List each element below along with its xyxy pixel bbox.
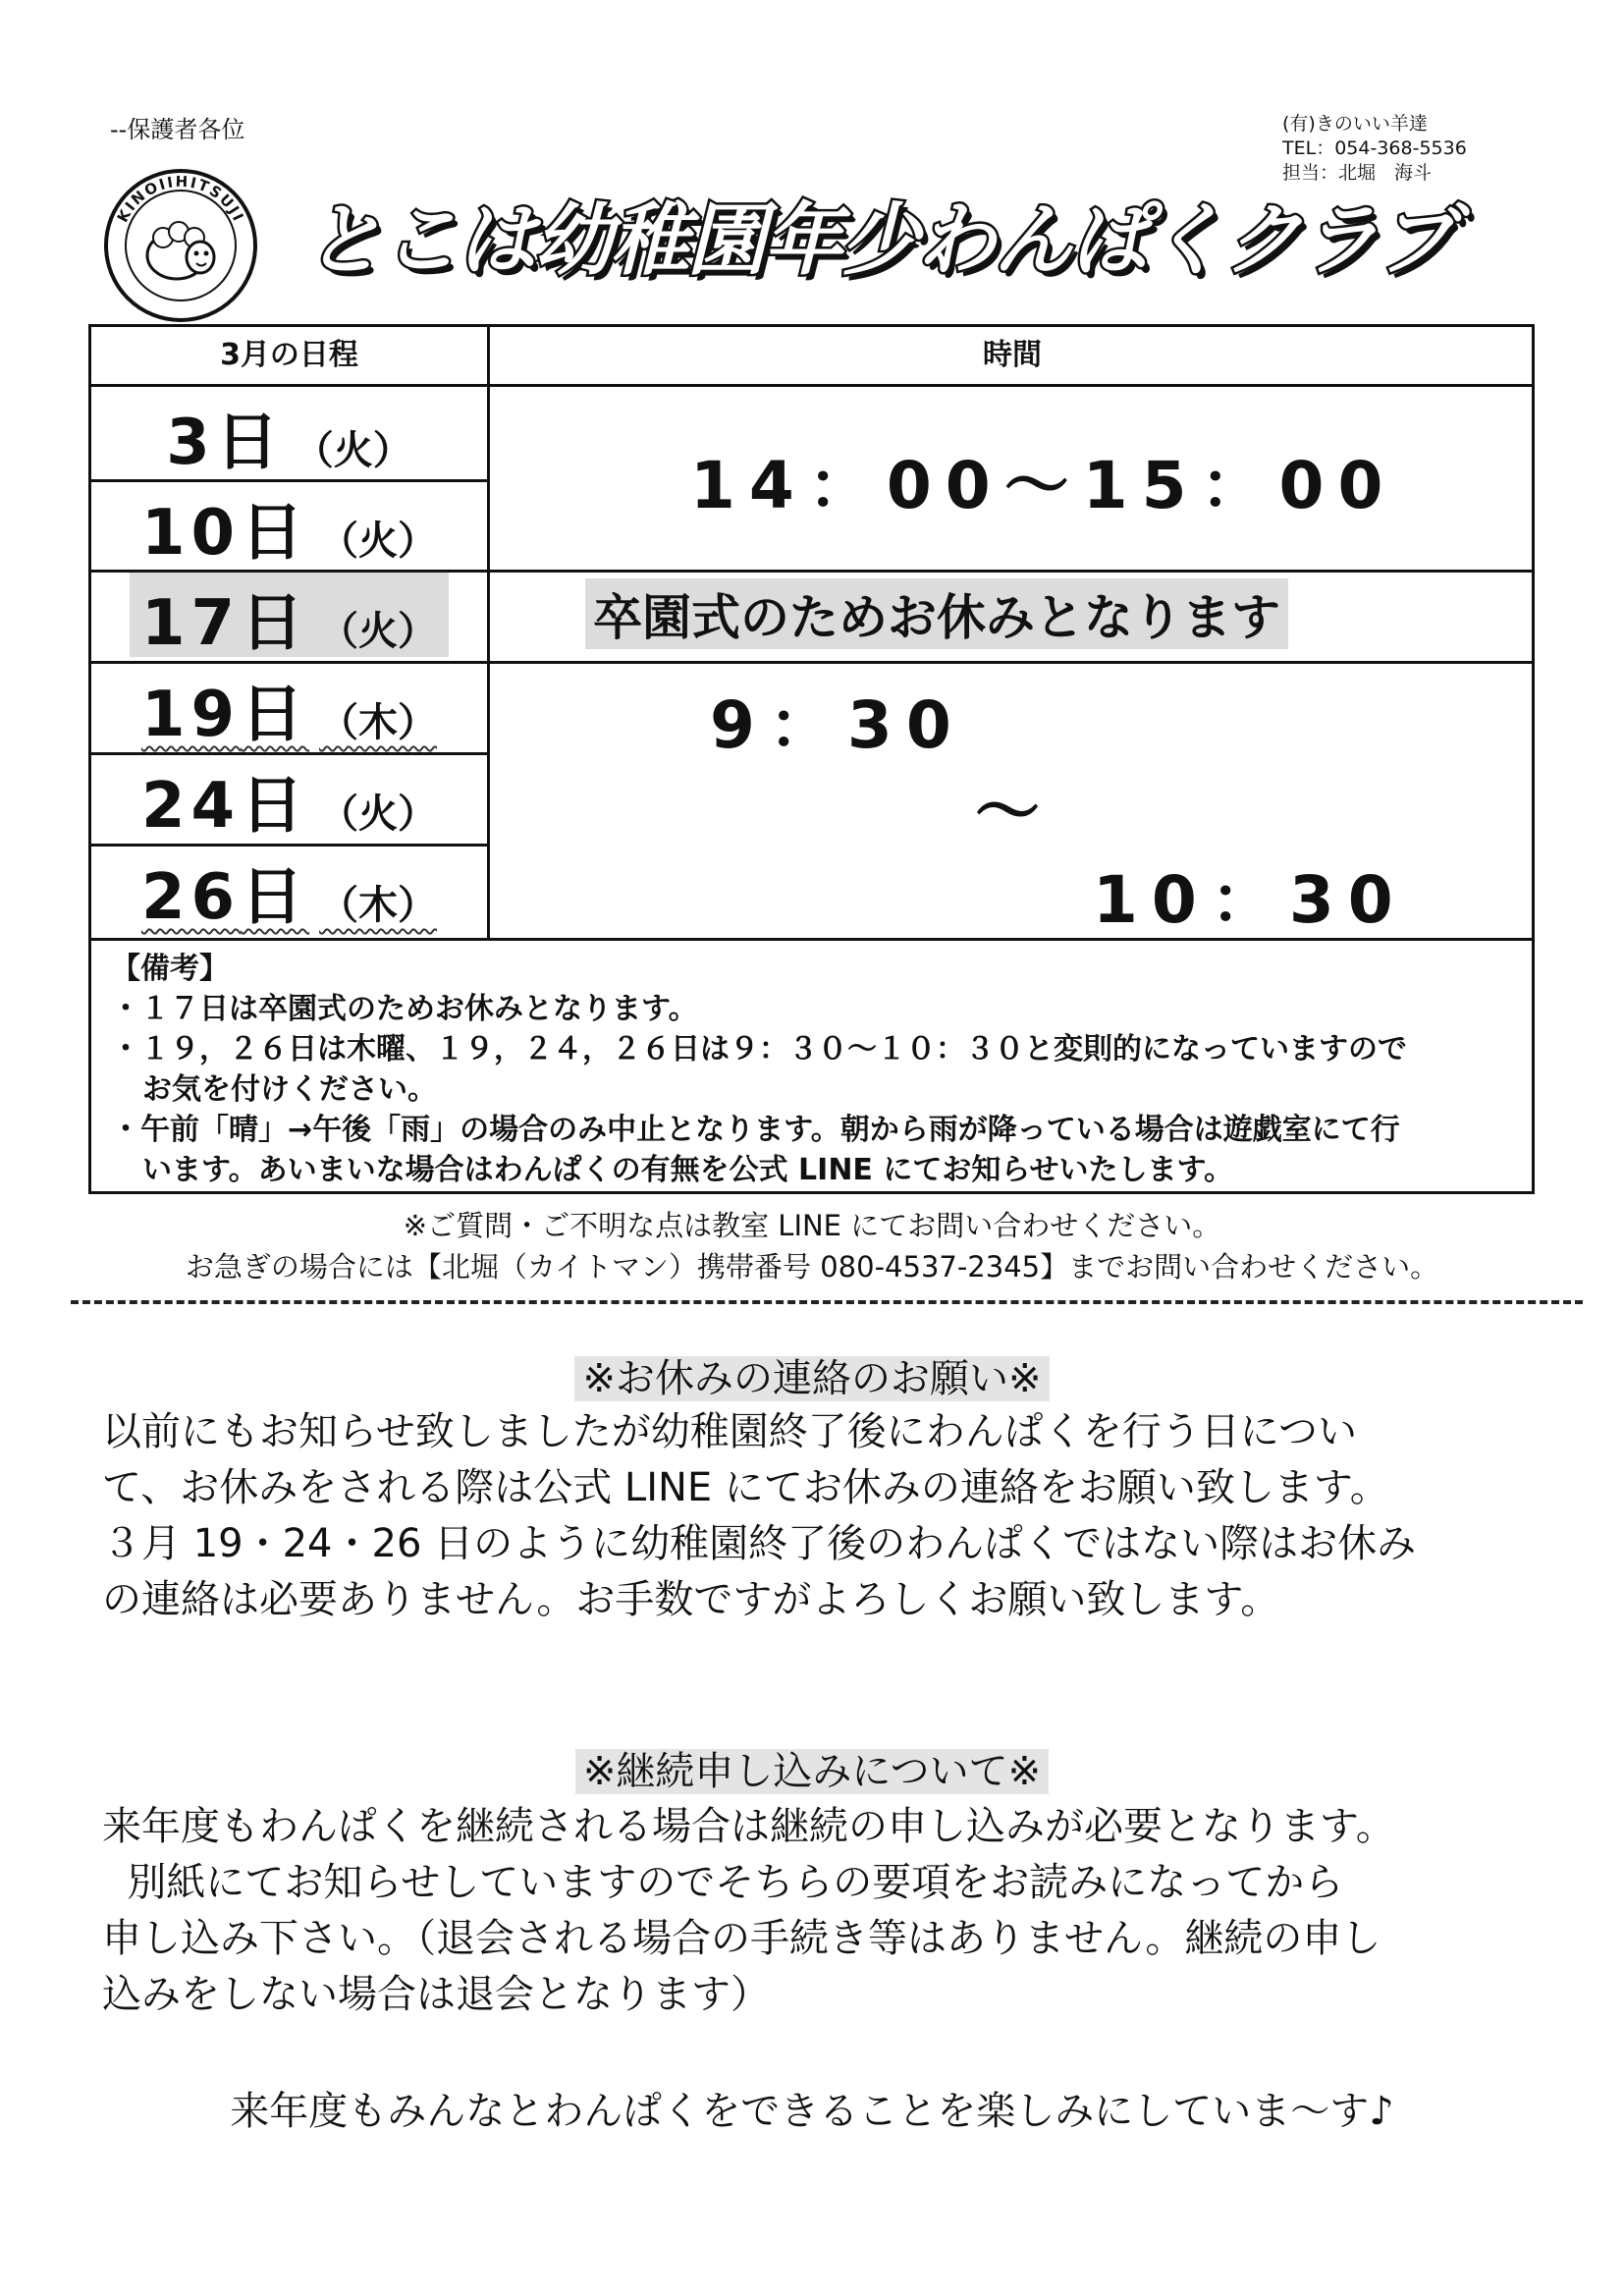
svg-text:KINOIIHITSUJI: KINOIIHITSUJI — [113, 172, 248, 226]
afternoon-time: 14：00～15：00 — [690, 448, 1397, 523]
morning-start-time: 9：30 — [710, 687, 965, 763]
schedule-table — [88, 324, 1535, 941]
absence-title: ※お休みの連絡のお願い※ — [0, 1347, 1624, 1403]
renewal-title: ※継続申し込みについて※ — [0, 1740, 1624, 1796]
company-staff: 担当：北堀 海斗 — [1282, 162, 1433, 184]
remarks-line: ・１７日は卒園式のためお休みとなります。 — [111, 992, 698, 1026]
schedule-day-row: 10日 （火） — [140, 497, 438, 570]
remarks-line: お気を付けください。 — [142, 1072, 437, 1107]
schedule-day-row: 19日 （木） — [140, 679, 438, 751]
morning-end-time: 10：30 — [1093, 862, 1407, 938]
column-divider — [487, 327, 490, 938]
schedule-day-row: 24日 （火） — [140, 770, 438, 843]
remarks-heading: 【備考】 — [111, 952, 229, 986]
schedule-day-row: 26日 （木） — [140, 861, 438, 934]
contact-note: ※ご質問・ご不明な点は教室 LINE にてお問い合わせください。 — [403, 1209, 1221, 1242]
company-tel: TEL：054-368-5536 — [1282, 137, 1467, 159]
renewal-paragraph: 来年度もわんぱくを継続される場合は継続の申し込みが必要となります。 別紙にてお知らせしていますのでそちらの要項をお読みになってから 申し込み下さい。（退会される場合の手続き等はありません。継続の申し 込みをしない場合は退会となります） — [102, 1804, 1395, 2017]
contact-phone: お急ぎの場合には【北堀（カイトマン）携帯番号 080-4537-2345】までお問い合わせください。 — [185, 1250, 1439, 1284]
date-column-header: 3月の日程 — [220, 338, 358, 372]
schedule-day-row: 3日 （火） — [166, 407, 412, 479]
remarks-line: います。あいまいな場合はわんぱくの有無を公式 LINE にてお知らせいたします。 — [142, 1153, 1234, 1187]
time-tilde: ～ — [975, 774, 1054, 849]
remarks-box — [88, 941, 1535, 1194]
company-name: (有)きのいい羊達 — [1282, 113, 1428, 135]
schedule-day-row-closed: 17日 （火） — [91, 573, 487, 657]
addressee: --保護者各位 — [110, 116, 245, 143]
header-divider — [91, 384, 1532, 387]
sheep-logo-icon — [102, 167, 259, 324]
company-info — [1282, 112, 1467, 186]
dashed-divider — [71, 1300, 1583, 1304]
closed-note: 卒園式のためお休みとなります — [585, 578, 1288, 649]
remarks-line: ・１９，２６日は木曜、１９，２４，２６日は９：３０～１０：３０と変則的になっていますので — [111, 1032, 1407, 1066]
closing-message: 来年度もみんなとわんぱくをできることを楽しみにしていま～す♪ — [230, 2089, 1394, 2134]
page-title: とこは幼稚園年少わんぱくクラブ — [304, 194, 1453, 286]
time-column-header: 時間 — [983, 338, 1042, 372]
remarks-line: ・午前「晴」→午後「雨」の場合のみ中止となります。朝から雨が降っている場合は遊戯室にて行 — [111, 1113, 1400, 1147]
absence-paragraph: 以前にもお知らせ致しましたが幼稚園終了後にわんぱくを行う日につい て、お休みをされる際は公式 LINE にてお休みの連絡をお願い致します。 ３月 19・24・26 日のように幼稚園終了後のわんぱくではない際はお休み の連絡は必要ありません。お手数ですがよろしくお願い致します。 — [102, 1409, 1417, 1622]
